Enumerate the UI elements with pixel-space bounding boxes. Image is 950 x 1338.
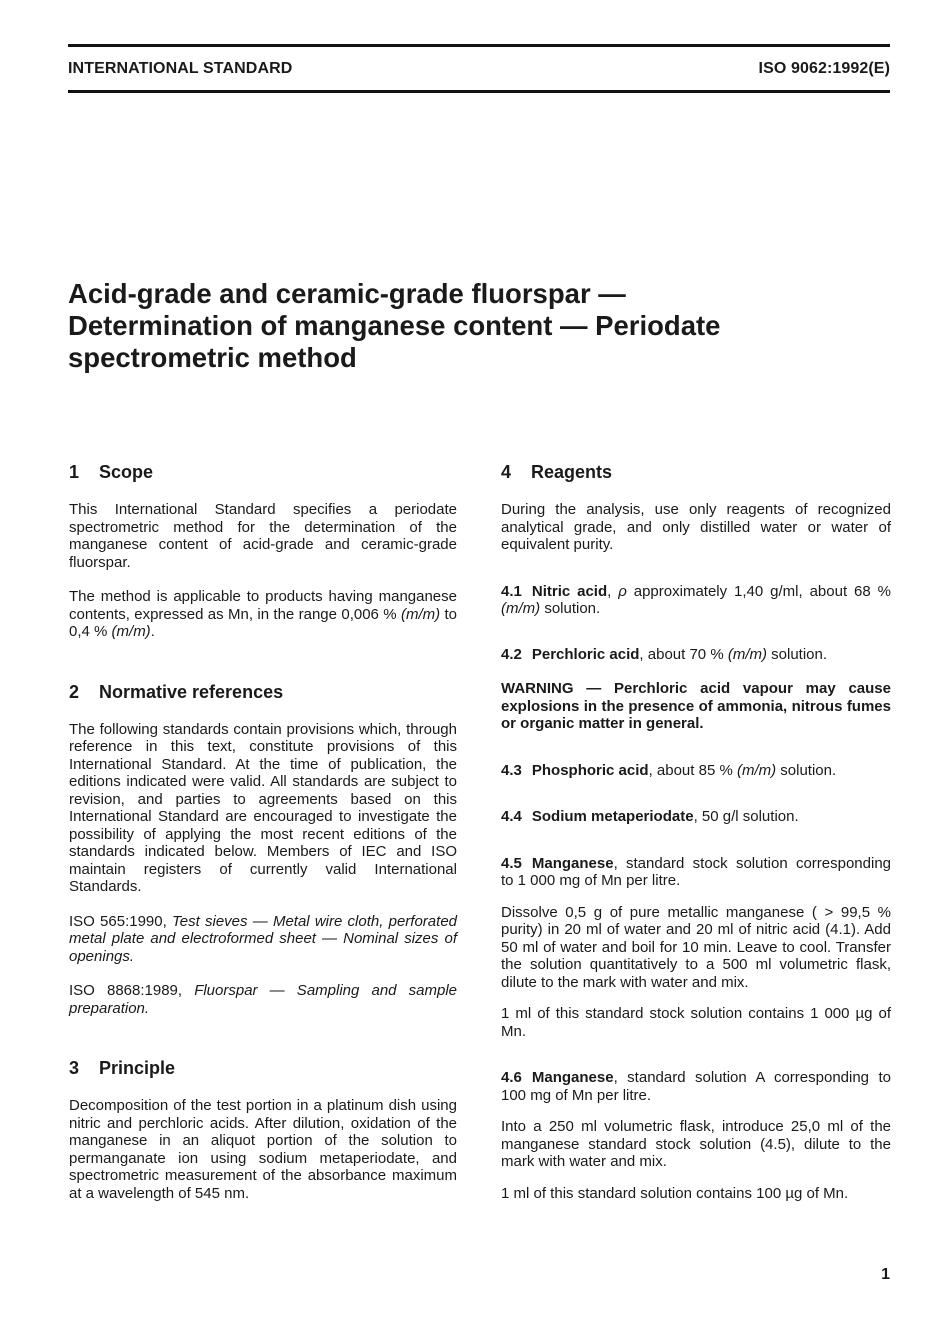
- unit-mass-fraction: (m/m): [501, 600, 541, 617]
- clause-number: 4.2: [501, 645, 522, 663]
- normative-paragraph: The following standards contain provisions which, through reference in this text, constitute provisions of this International Standard. At the time of publication, the editions indicated were valid. All standards are subject to revision, and parties to agreements based on this International Standard are encouraged to investigate the possibility of applying the most recent editions of the standards indicated below. Members of IEC and ISO maintain registers of currently valid International Standards.: [69, 720, 457, 895]
- clause-number: 4.5: [501, 854, 522, 872]
- reagent-name: Perchloric acid: [531, 645, 640, 663]
- section-heading-normative-references: [69, 678, 457, 706]
- reference-title: Test sieves — Metal wire cloth, perforated metal plate and electroformed sheet — Nominal sizes of openings.: [69, 912, 457, 965]
- text: , about 70 %: [639, 645, 728, 663]
- reagent-4-4: [501, 808, 891, 826]
- reagent-4-6: [501, 1069, 891, 1104]
- unit-mass-fraction: (m/m): [736, 761, 777, 779]
- text: , about 85 %: [648, 761, 737, 779]
- section-title: Reagents: [531, 462, 613, 482]
- unit-mass-fraction: (m/m): [727, 645, 767, 663]
- section-title: Principle: [99, 1058, 176, 1078]
- reagent-4-6-preparation: Into a 250 ml volumetric flask, introduce 25,0 ml of the manganese standard stock solution (4.5), dilute to the mark with water and mix.: [501, 1118, 891, 1170]
- unit-mass-fraction: (m/m): [111, 623, 151, 640]
- text: , standard stock solution corresponding to 1 000 mg of Mn per litre.: [501, 854, 891, 889]
- header-bottom-rule: [68, 90, 890, 93]
- scope-paragraph-2: [69, 588, 457, 641]
- section-title: Scope: [99, 462, 154, 482]
- standard-number: ISO 9062:1992(E): [758, 60, 890, 77]
- reagent-name: Manganese: [531, 1069, 614, 1086]
- header-top-rule: [68, 44, 890, 47]
- clause-number: 4.3: [501, 761, 522, 779]
- reference-title: Fluorspar — Sampling and sample preparation.: [69, 982, 457, 1017]
- title-line-3: spectrometric method: [68, 342, 357, 373]
- reference-code: ISO 565:1990,: [69, 912, 172, 930]
- reagent-4-5-concentration: 1 ml of this standard stock solution contains 1 000 µg of Mn.: [501, 1005, 891, 1040]
- section-number: 4: [501, 462, 512, 482]
- unit-mass-fraction: (m/m): [400, 605, 441, 623]
- text: , standard solution A corresponding to 100 mg of Mn per litre.: [501, 1069, 891, 1104]
- text: approximately 1,40 g/ml, about 68 %: [626, 582, 891, 600]
- text: .: [150, 623, 155, 640]
- principle-paragraph: Decomposition of the test portion in a platinum dish using nitric and perchloric acids. After dilution, oxidation of the manganese in an aliquot portion of the solution to permanganate ion using sodium metaperiodate, and spectrometric measurement of the absorbance maximum at a wavelength of 545 nm.: [69, 1097, 457, 1202]
- reagent-4-5-preparation: Dissolve 0,5 g of pure metallic manganese ( > 99,5 % purity) in 20 ml of water and 20 ml of nitric acid (4.1). Add 50 ml of water and boil for 10 min. Leave to cool. Transfer the solution quantitatively to a 500 ml volumetric flask, dilute to the mark with water and mix.: [501, 903, 891, 991]
- perchloric-warning: WARNING — Perchloric acid vapour may cause explosions in the presence of ammonia, nitrous fumes or organic matter in general.: [501, 680, 891, 732]
- section-title: Normative references: [99, 681, 284, 702]
- section-number: 3: [69, 1058, 80, 1078]
- clause-number: 4.1: [501, 582, 522, 600]
- right-column: [501, 458, 891, 1202]
- text: solution.: [540, 600, 601, 617]
- clause-number: 4.4: [501, 808, 522, 825]
- text: solution.: [766, 645, 828, 663]
- document-title: [68, 278, 888, 374]
- reference-iso-565: [69, 913, 457, 966]
- reference-code: ISO 8868:1989,: [69, 982, 195, 999]
- scope-paragraph-1: This International Standard specifies a periodate spectrometric method for the determination of the manganese content of acid-grade and ceramic-grade fluorspar.: [69, 501, 457, 571]
- clause-number: 4.6: [501, 1069, 522, 1086]
- section-heading-principle: [69, 1054, 457, 1082]
- left-column: [69, 458, 457, 1202]
- reagent-name: Manganese: [531, 854, 614, 872]
- reagent-4-3: [501, 762, 891, 780]
- text: The method is applicable to products having manganese contents, expressed as Mn, in the range 0,006 %: [69, 588, 457, 623]
- reagent-4-6-concentration: 1 ml of this standard solution contains 100 µg of Mn.: [501, 1184, 849, 1202]
- reagent-4-1: 4.1 Nitric acid, ρ approximately 1,40 g/ml, about 68 % (m/m) solution.: [501, 582, 891, 617]
- text: to 0,4 %: [69, 605, 457, 640]
- section-heading-scope: [69, 458, 457, 486]
- section-number: 1: [69, 462, 80, 482]
- reagent-4-5: [501, 855, 891, 890]
- reagent-4-2: [501, 646, 891, 664]
- reagent-name: Phosphoric acid: [531, 761, 649, 779]
- title-line-2: Determination of manganese content — Periodate: [68, 310, 721, 341]
- reference-iso-8868: [69, 982, 457, 1017]
- density-symbol: ρ: [618, 582, 627, 600]
- reagent-name: Nitric acid: [531, 582, 608, 600]
- reagent-name: Sodium metaperiodate: [531, 808, 694, 825]
- section-number: 2: [69, 681, 80, 702]
- text: solution.: [776, 761, 837, 779]
- document-type: INTERNATIONAL STANDARD: [68, 60, 293, 77]
- reagents-intro: During the analysis, use only reagents of recognized analytical grade, and only distilled water or water of equivalent purity.: [501, 501, 891, 553]
- section-heading-reagents: [501, 458, 891, 486]
- page-number: 1: [881, 1266, 890, 1283]
- title-line-1: Acid-grade and ceramic-grade fluorspar —: [68, 278, 626, 309]
- text: , 50 g/l solution.: [693, 808, 799, 825]
